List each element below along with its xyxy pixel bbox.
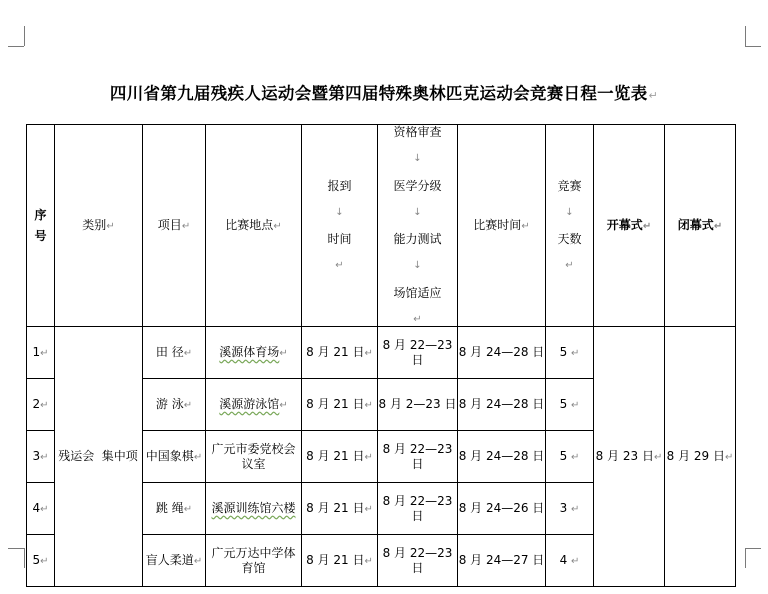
header-qual-line1: 资格审查 ↓ bbox=[393, 125, 442, 164]
days-cell: 5 ↵ bbox=[546, 379, 594, 431]
header-category-text: 类别 bbox=[82, 217, 107, 232]
header-report-time bbox=[302, 125, 378, 327]
header-qual-line4: 场馆适应 ↵ bbox=[393, 285, 442, 325]
category-main-text: 残运会 bbox=[58, 449, 95, 463]
header-opening: 开幕式↵ bbox=[594, 125, 665, 327]
header-event: 项目↵ bbox=[143, 125, 206, 327]
header-seq-top: 序 bbox=[34, 207, 47, 222]
schedule-table bbox=[26, 124, 736, 587]
days-cell: 4 ↵ bbox=[546, 535, 594, 587]
report-cell: 8 月 21 日↵ bbox=[302, 483, 378, 535]
match-cell: 8 月 24—28 日 bbox=[458, 327, 546, 379]
qualification-cell: 8 月 22—23 日 bbox=[378, 327, 458, 379]
header-qual-line3: 能力测试 ↓ bbox=[393, 232, 442, 271]
header-venue: 比赛地点↵ bbox=[206, 125, 302, 327]
category-sub-text: 集中项 bbox=[101, 449, 138, 463]
category-main-cell bbox=[55, 327, 98, 587]
report-cell: 8 月 21 日↵ bbox=[302, 535, 378, 587]
event-cell: 田 径↵ bbox=[143, 327, 206, 379]
days-cell: 5 ↵ bbox=[546, 431, 594, 483]
header-venue-text: 比赛地点 bbox=[225, 217, 274, 232]
table-header-row bbox=[27, 125, 736, 327]
crop-mark-bottom-left bbox=[24, 548, 25, 568]
match-cell: 8 月 24—27 日 bbox=[458, 535, 546, 587]
event-cell: 跳 绳↵ bbox=[143, 483, 206, 535]
crop-mark-top-right bbox=[745, 46, 761, 47]
header-qual-line2: 医学分级 ↓ bbox=[393, 178, 442, 218]
paragraph-mark-icon: ↵ bbox=[648, 89, 659, 102]
header-match-time: 比赛时间↵ bbox=[458, 125, 546, 327]
report-cell: 8 月 21 日↵ bbox=[302, 327, 378, 379]
venue-cell: 溪源训练馆六楼 bbox=[206, 483, 302, 535]
crop-mark-bottom-right bbox=[745, 548, 746, 568]
header-seq-bottom: 号 bbox=[34, 228, 47, 243]
header-seq bbox=[27, 125, 55, 327]
header-opening-text: 开幕式 bbox=[606, 217, 643, 232]
crop-mark-bottom-left bbox=[8, 548, 24, 549]
qualification-cell: 8 月 2—23 日 bbox=[378, 379, 458, 431]
opening-date-cell: 8 月 23 日↵ bbox=[594, 327, 665, 587]
venue-cell: 广元万达中学体 育馆 bbox=[206, 535, 302, 587]
document-title bbox=[0, 80, 768, 104]
venue-cell: 广元市委党校会 议室 bbox=[206, 431, 302, 483]
header-days-line1: 竞赛 ↓ bbox=[557, 178, 582, 218]
qualification-cell: 8 月 22—23 日 bbox=[378, 535, 458, 587]
opening-date-text: 8 月 23 日 bbox=[595, 448, 654, 463]
row-number: 4↵ bbox=[27, 483, 55, 535]
row-number: 3↵ bbox=[27, 431, 55, 483]
table-row bbox=[27, 327, 736, 379]
qualification-cell: 8 月 22—23 日 bbox=[378, 483, 458, 535]
event-cell: 盲人柔道↵ bbox=[143, 535, 206, 587]
event-cell: 中国象棋↵ bbox=[143, 431, 206, 483]
header-qualification bbox=[378, 125, 458, 327]
closing-date-cell: 8 月 29 日↵ bbox=[665, 327, 736, 587]
event-cell: 游 泳↵ bbox=[143, 379, 206, 431]
row-number: 1↵ bbox=[27, 327, 55, 379]
report-cell: 8 月 21 日↵ bbox=[302, 379, 378, 431]
crop-mark-top-left bbox=[8, 46, 24, 47]
category-sub-cell bbox=[98, 327, 143, 587]
header-report-line1: 报到 ↓ bbox=[327, 178, 352, 218]
days-cell: 3 ↵ bbox=[546, 483, 594, 535]
crop-mark-top-left bbox=[24, 26, 25, 46]
row-number: 2↵ bbox=[27, 379, 55, 431]
crop-mark-bottom-right bbox=[745, 548, 761, 549]
header-days bbox=[546, 125, 594, 327]
match-cell: 8 月 24—28 日 bbox=[458, 379, 546, 431]
header-match-time-text: 比赛时间 bbox=[473, 217, 522, 232]
closing-date-text: 8 月 29 日 bbox=[666, 448, 725, 463]
header-category: 类别↵ bbox=[55, 125, 143, 327]
match-cell: 8 月 24—28 日 bbox=[458, 431, 546, 483]
header-closing-text: 闭幕式 bbox=[677, 217, 714, 232]
report-cell: 8 月 21 日↵ bbox=[302, 431, 378, 483]
row-number: 5↵ bbox=[27, 535, 55, 587]
days-cell: 5 ↵ bbox=[546, 327, 594, 379]
qualification-cell: 8 月 22—23 日 bbox=[378, 431, 458, 483]
header-closing: 闭幕式↵ bbox=[665, 125, 736, 327]
document-title-text: 四川省第九届残疾人运动会暨第四届特殊奥林匹克运动会竞赛日程一览表 bbox=[109, 84, 648, 103]
venue-cell: 溪源体育场↵ bbox=[206, 327, 302, 379]
header-report-line2: 时间 ↵ bbox=[327, 232, 352, 271]
header-days-line2: 天数 ↵ bbox=[557, 232, 582, 271]
venue-cell: 溪源游泳馆↵ bbox=[206, 379, 302, 431]
crop-mark-top-right bbox=[745, 26, 746, 46]
header-event-text: 项目 bbox=[157, 217, 182, 232]
match-cell: 8 月 24—26 日 bbox=[458, 483, 546, 535]
